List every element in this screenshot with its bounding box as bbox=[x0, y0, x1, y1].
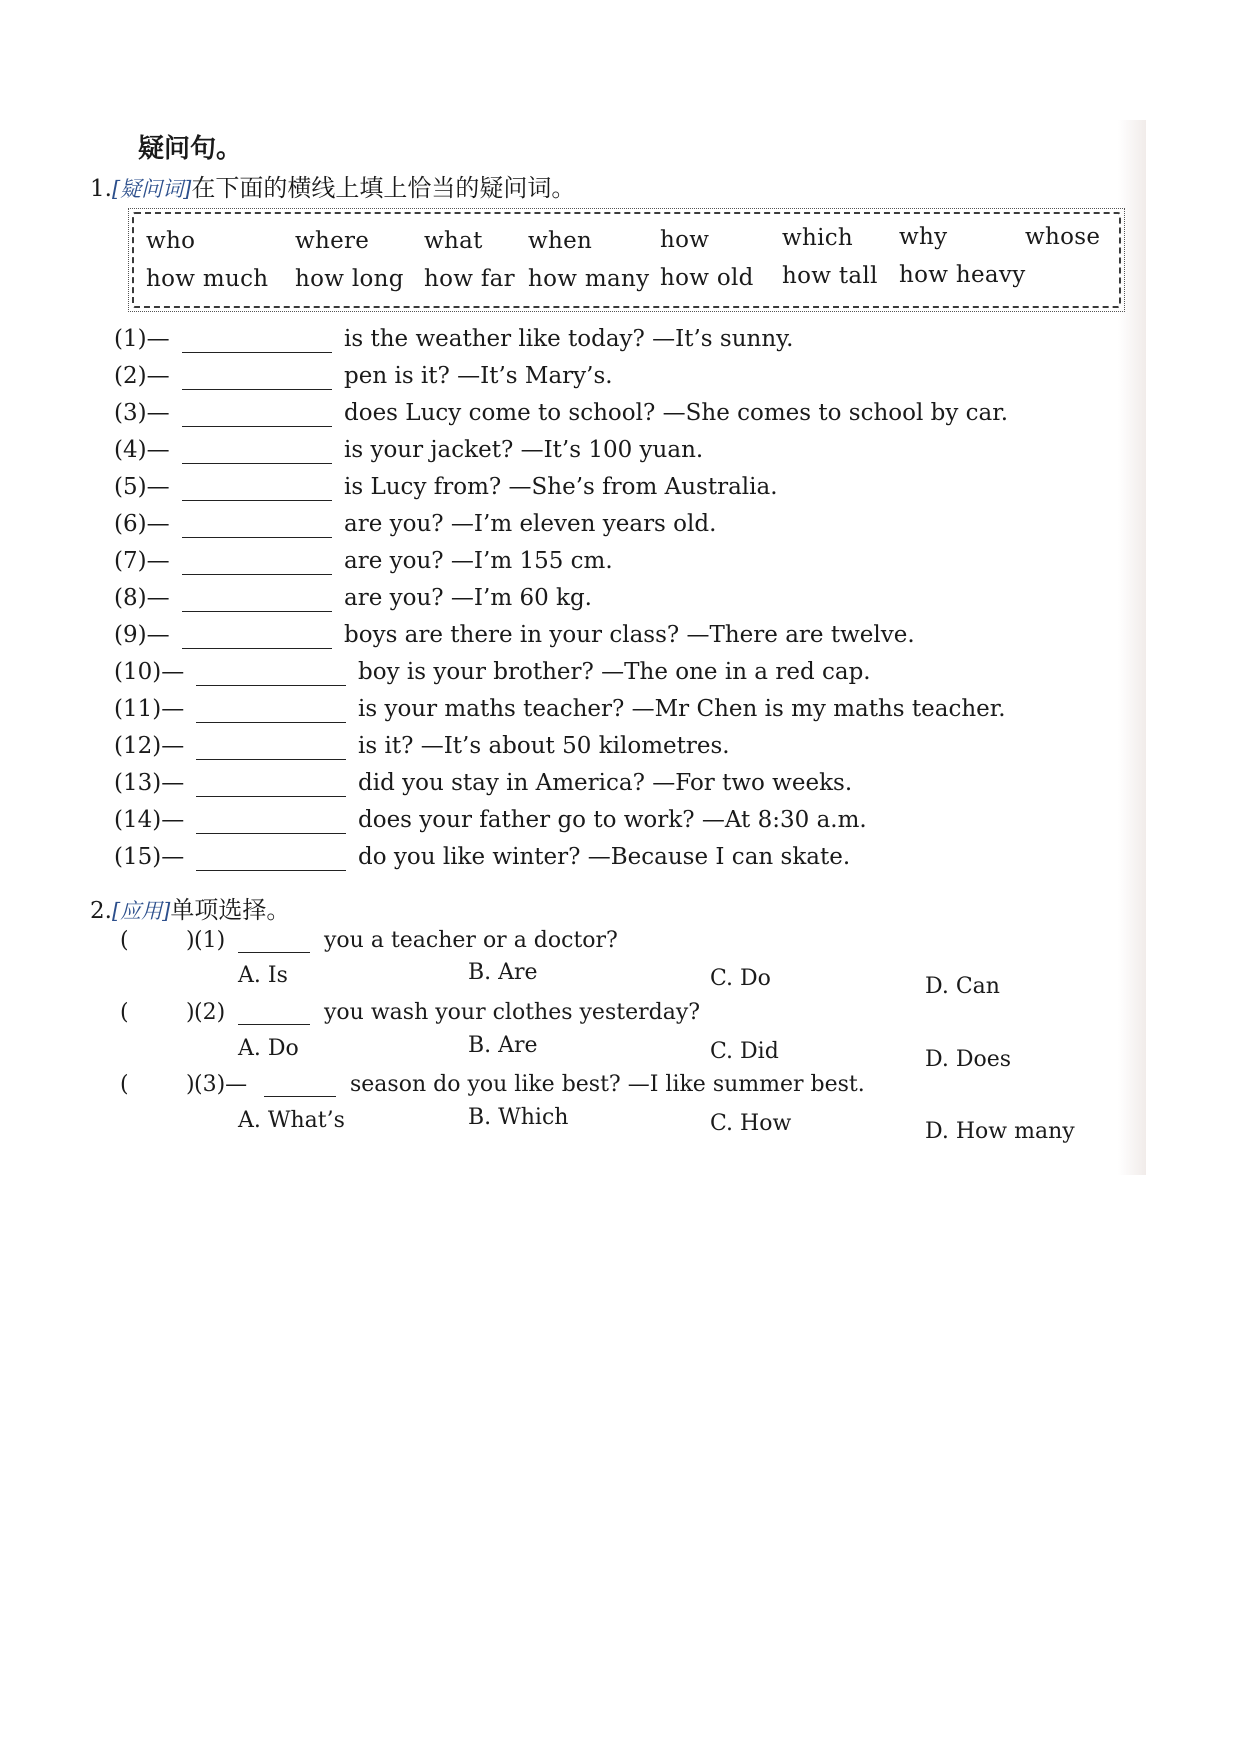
option-a[interactable]: A. What’s bbox=[238, 1108, 345, 1133]
answer-paren-close: ) bbox=[186, 928, 195, 953]
answer-blank[interactable] bbox=[182, 463, 332, 464]
question-number: (1)— bbox=[114, 326, 170, 352]
question-text: is your jacket? —It’s 100 yuan. bbox=[344, 437, 704, 463]
section2-instruction: 单项选择。 bbox=[170, 896, 291, 924]
answer-blank[interactable] bbox=[182, 537, 332, 538]
word-bank-item: which bbox=[782, 225, 854, 251]
question-number: (14)— bbox=[114, 807, 185, 833]
question-text: are you? —I’m eleven years old. bbox=[344, 511, 717, 537]
word-bank-item: whose bbox=[1025, 224, 1101, 250]
question-number: (3)— bbox=[114, 400, 170, 426]
answer-blank[interactable] bbox=[182, 611, 332, 612]
answer-blank[interactable] bbox=[196, 796, 346, 797]
word-bank-item: how tall bbox=[782, 263, 878, 289]
answer-blank[interactable] bbox=[196, 833, 346, 834]
question-text: pen is it? —It’s Mary’s. bbox=[344, 363, 613, 389]
answer-blank[interactable] bbox=[196, 759, 346, 760]
answer-blank[interactable] bbox=[238, 1024, 310, 1025]
word-bank-item: how old bbox=[660, 265, 754, 291]
option-d[interactable]: D. How many bbox=[925, 1119, 1075, 1144]
question-number: (2)— bbox=[114, 363, 170, 389]
answer-blank[interactable] bbox=[182, 389, 332, 390]
question-text: does your father go to work? —At 8:30 a.m. bbox=[358, 807, 867, 833]
word-bank-box bbox=[132, 212, 1121, 308]
answer-blank[interactable] bbox=[238, 952, 310, 953]
word-bank-item: how much bbox=[146, 266, 269, 292]
question-text: boy is your brother? —The one in a red cap. bbox=[358, 659, 871, 685]
answer-paren-close: ) bbox=[186, 1072, 195, 1097]
question-text: is your maths teacher? —Mr Chen is my maths teacher. bbox=[358, 696, 1006, 722]
section1-instruction: 在下面的横线上填上恰当的疑问词。 bbox=[191, 174, 576, 202]
word-bank-item: why bbox=[899, 224, 948, 250]
question-text: are you? —I’m 60 kg. bbox=[344, 585, 592, 611]
question-number: (15)— bbox=[114, 844, 185, 870]
word-bank-item: how heavy bbox=[899, 262, 1026, 288]
question-text: is Lucy from? —She’s from Australia. bbox=[344, 474, 778, 500]
answer-paren-open: ( bbox=[120, 1000, 129, 1025]
answer-blank[interactable] bbox=[182, 574, 332, 575]
answer-blank[interactable] bbox=[196, 870, 346, 871]
answer-blank[interactable] bbox=[196, 685, 346, 686]
option-d[interactable]: D. Does bbox=[925, 1047, 1012, 1072]
question-number: (7)— bbox=[114, 548, 170, 574]
section2-tag: [应用] bbox=[111, 899, 171, 923]
option-c[interactable]: C. Do bbox=[710, 966, 771, 991]
question-text: is it? —It’s about 50 kilometres. bbox=[358, 733, 730, 759]
question-text: did you stay in America? —For two weeks. bbox=[358, 770, 853, 796]
question-number: (3)— bbox=[194, 1072, 248, 1097]
answer-blank[interactable] bbox=[182, 648, 332, 649]
question-number: (10)— bbox=[114, 659, 185, 685]
question-number: (1) bbox=[194, 928, 226, 953]
question-text: you wash your clothes yesterday? bbox=[324, 1000, 701, 1025]
question-text: you a teacher or a doctor? bbox=[324, 928, 618, 953]
word-bank-item: where bbox=[295, 228, 370, 254]
question-text: are you? —I’m 155 cm. bbox=[344, 548, 613, 574]
question-number: (12)— bbox=[114, 733, 185, 759]
word-bank-item: how far bbox=[424, 266, 515, 292]
question-number: (13)— bbox=[114, 770, 185, 796]
section1-tag: [疑问词] bbox=[111, 177, 192, 201]
section1-number: 1. bbox=[90, 176, 112, 202]
section1-header bbox=[90, 168, 575, 203]
answer-blank[interactable] bbox=[182, 500, 332, 501]
section2-number: 2. bbox=[90, 898, 112, 924]
question-number: (2) bbox=[194, 1000, 226, 1025]
question-number: (5)— bbox=[114, 474, 170, 500]
option-b[interactable]: B. Are bbox=[468, 960, 538, 985]
word-bank-item: how long bbox=[295, 266, 404, 292]
question-text: is the weather like today? —It’s sunny. bbox=[344, 326, 794, 352]
question-text: does Lucy come to school? —She comes to school by car. bbox=[344, 400, 1009, 426]
answer-paren-open: ( bbox=[120, 928, 129, 953]
option-b[interactable]: B. Are bbox=[468, 1033, 538, 1058]
option-a[interactable]: A. Is bbox=[238, 963, 288, 988]
answer-paren-close: ) bbox=[186, 1000, 195, 1025]
question-number: (8)— bbox=[114, 585, 170, 611]
word-bank-item: what bbox=[424, 228, 483, 254]
question-number: (4)— bbox=[114, 437, 170, 463]
question-number: (6)— bbox=[114, 511, 170, 537]
answer-blank[interactable] bbox=[264, 1096, 336, 1097]
question-text: season do you like best? —I like summer best. bbox=[350, 1072, 865, 1097]
word-bank-item: how many bbox=[528, 266, 650, 292]
page-title: 疑问句。 bbox=[138, 134, 243, 164]
option-a[interactable]: A. Do bbox=[238, 1036, 299, 1061]
answer-blank[interactable] bbox=[182, 426, 332, 427]
word-bank-item: when bbox=[528, 228, 593, 254]
question-number: (11)— bbox=[114, 696, 185, 722]
option-d[interactable]: D. Can bbox=[925, 974, 1000, 999]
section2-header bbox=[90, 890, 290, 925]
option-c[interactable]: C. How bbox=[710, 1111, 792, 1136]
option-c[interactable]: C. Did bbox=[710, 1039, 779, 1064]
question-text: do you like winter? —Because I can skate. bbox=[358, 844, 851, 870]
option-b[interactable]: B. Which bbox=[468, 1105, 569, 1130]
answer-blank[interactable] bbox=[182, 352, 332, 353]
answer-paren-open: ( bbox=[120, 1072, 129, 1097]
word-bank-item: who bbox=[146, 228, 196, 254]
word-bank-item: how bbox=[660, 227, 710, 253]
question-text: boys are there in your class? —There are twelve. bbox=[344, 622, 915, 648]
answer-blank[interactable] bbox=[196, 722, 346, 723]
question-number: (9)— bbox=[114, 622, 170, 648]
